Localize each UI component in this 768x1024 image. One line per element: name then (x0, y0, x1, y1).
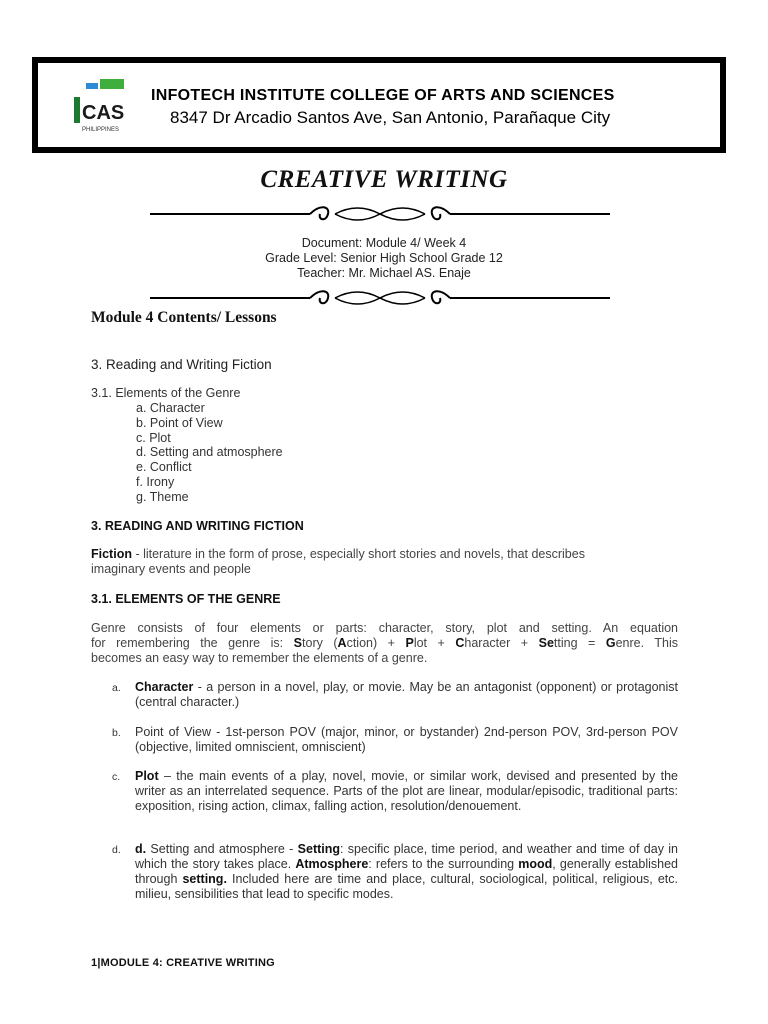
icas-logo-icon (68, 77, 138, 139)
svg-text:PHILIPPINES: PHILIPPINES (82, 127, 120, 133)
ornamental-divider-icon (150, 286, 610, 310)
institution-name: INFOTECH INSTITUTE COLLEGE OF ARTS AND SCIENCES (151, 87, 615, 104)
document-title: CREATIVE WRITING (260, 166, 508, 193)
definition-setting: d. d. Setting and atmosphere - Setting: specific place, time period, and weather and time of day in which the story takes place. Atmosphere: refers to the surrounding mood, generally established through setting. Included here are time and place, cultural, sociological, political, religious, etc. milieu, sensibilities that lead to specific modes. (112, 842, 678, 901)
fiction-definition: Fiction - literature in the form of prose, especially short stories and novels, that describes imaginary events and people (91, 547, 585, 576)
contents-section: 3. Reading and Writing Fiction (91, 357, 272, 372)
contents-item: d. Setting and atmosphere (136, 445, 283, 459)
contents-item: e. Conflict (136, 460, 192, 474)
genre-paragraph: Genre consists of four elements or parts: character, story, plot and setting. An equation for remembering the genre is: Story (Action) + Plot + Character + Setting = Genre. This becomes an easy way to remember the elements of a genre. (91, 621, 679, 665)
meta-teacher: Teacher: Mr. Michael AS. Enaje (297, 266, 471, 280)
meta-document: Document: Module 4/ Week 4 (301, 236, 467, 250)
elements-heading: 3.1. ELEMENTS OF THE GENRE (91, 592, 281, 606)
definition-character: a. Character - a person in a novel, play, or movie. May be an antagonist (opponent) or protagonist (central character.) (112, 680, 678, 709)
definition-plot: c. Plot – the main events of a play, novel, movie, or similar work, devised and presented by the writer as an interrelated sequence. Parts of the plot are linear, modular/episodic, traditional parts: exposition, rising action, climax, falling action, resolution/denouement. (112, 769, 678, 813)
module-heading: Module 4 Contents/ Lessons (91, 309, 277, 326)
contents-item: b. Point of View (136, 416, 223, 430)
contents-subsection: 3.1. Elements of the Genre (91, 386, 241, 400)
institution-address: 8347 Dr Arcadio Santos Ave, San Antonio, Parañaque City (170, 108, 611, 127)
ornamental-divider-icon (150, 202, 610, 226)
definition-point-of-view: b. Point of View - 1st-person POV (major, minor, or bystander) 2nd-person POV, 3rd-person POV (objective, limited omniscient, omniscient) (112, 725, 678, 754)
meta-grade: Grade Level: Senior High School Grade 12 (265, 251, 503, 265)
svg-text:CAS: CAS (82, 102, 125, 124)
institution-header (32, 57, 726, 153)
contents-item: c. Plot (136, 431, 171, 445)
page-footer: 1|MODULE 4: CREATIVE WRITING (91, 957, 275, 969)
contents-item: f. Irony (136, 475, 175, 489)
contents-item: a. Character (136, 401, 205, 415)
reading-heading: 3. READING AND WRITING FICTION (91, 519, 304, 533)
contents-item: g. Theme (136, 490, 189, 504)
